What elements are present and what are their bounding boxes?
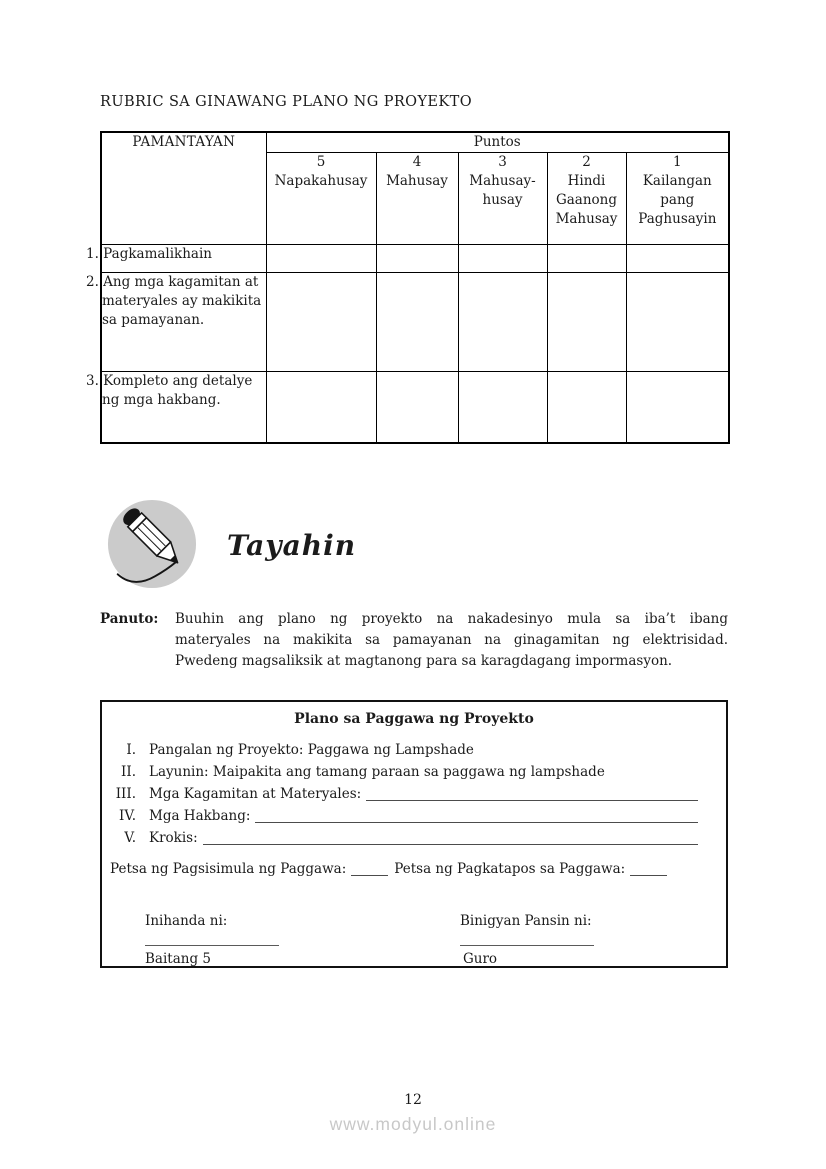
score-number: 3 — [498, 154, 507, 170]
score-label: Mahusay-husay — [469, 173, 536, 208]
item-text: Layunin: Maipakita ang tamang paraan sa paggawa ng lampshade — [149, 764, 605, 780]
table-row — [101, 245, 729, 273]
blank-line — [203, 828, 698, 845]
noted-by-block — [460, 911, 594, 969]
blank-line — [255, 806, 698, 823]
form-title: Plano sa Paggawa ng Proyekto — [294, 711, 534, 727]
score-cell-empty — [376, 273, 458, 372]
score-number: 4 — [412, 154, 422, 170]
score-number: 1 — [672, 154, 682, 170]
instructions-line: Pwedeng magsaliksik at magtanong para sa karagdagang impormasyon. — [175, 653, 673, 669]
form-item-pangalan — [102, 739, 726, 761]
blank-line — [630, 859, 667, 876]
blank-line — [351, 859, 388, 876]
criterion-cell: 3. Kompleto ang detalye ng mga hakbang. — [101, 372, 266, 443]
item-text: Pangalan ng Proyekto: Paggawa ng Lampshade — [149, 742, 474, 758]
table-row — [101, 273, 729, 372]
criterion-cell: 1. Pagkamalikhain — [101, 245, 266, 273]
date-line — [110, 858, 718, 880]
score-cell-empty — [626, 273, 729, 372]
item-numeral: IV. — [118, 808, 136, 824]
instructions — [100, 609, 728, 672]
form-item-krokis — [102, 827, 726, 849]
score-cell-empty — [547, 273, 626, 372]
project-plan-form — [100, 700, 728, 968]
table-row — [101, 372, 729, 443]
criteria-column-header: PAMANTAYAN — [101, 132, 266, 245]
score-header-4 — [376, 153, 458, 245]
signature-line — [145, 945, 279, 946]
item-text: Krokis: — [149, 830, 198, 846]
score-number: 5 — [316, 154, 326, 170]
score-cell-empty — [376, 372, 458, 443]
section-heading: Tayahin — [227, 529, 357, 562]
prepared-by-block — [145, 911, 279, 969]
score-label: Napakahusay — [274, 173, 368, 189]
score-cell-empty — [376, 245, 458, 273]
score-header-2 — [547, 153, 626, 245]
form-items — [102, 739, 726, 849]
score-number: 2 — [582, 154, 591, 170]
score-cell-empty — [626, 372, 729, 443]
score-cell-empty — [547, 372, 626, 443]
rubric-table — [86, 131, 730, 444]
prepared-by-role: Baitang 5 — [145, 951, 211, 967]
criterion-cell: 2. Ang mga kagamitan at materyales ay makikita sa pamayanan. — [101, 273, 266, 372]
instructions-text: Buuhin ang plano ng proyekto na nakadesinyo mula sa iba’t ibang — [175, 611, 728, 627]
item-text: Mga Hakbang: — [149, 808, 251, 824]
score-cell-empty — [266, 245, 376, 273]
start-date-label: Petsa ng Pagsisimula ng Paggawa: — [110, 861, 347, 877]
instructions-line — [100, 609, 728, 630]
score-cell-empty — [458, 372, 547, 443]
form-item-kagamitan — [102, 783, 726, 805]
score-header-3 — [458, 153, 547, 245]
item-numeral: V. — [124, 830, 136, 846]
form-item-layunin — [102, 761, 726, 783]
instructions-label: Panuto: — [100, 611, 159, 627]
website-watermark: www.modyul.online — [329, 1114, 497, 1134]
score-cell-empty — [458, 245, 547, 273]
score-cell-empty — [547, 245, 626, 273]
score-cell-empty — [458, 273, 547, 372]
score-label: Kailangan pang Paghusayin — [638, 173, 717, 227]
score-header-1 — [626, 153, 729, 245]
points-header: Puntos — [266, 132, 729, 153]
page-title: RUBRIC SA GINAWANG PLANO NG PROYEKTO — [100, 94, 473, 110]
score-label: Mahusay — [386, 173, 448, 189]
instructions-line: materyales na makikita sa pamayanan na ginagamitan ng elektrisidad. — [175, 632, 728, 648]
score-cell-empty — [266, 273, 376, 372]
table-header-row — [101, 132, 729, 153]
item-numeral: I. — [126, 742, 136, 758]
form-item-hakbang — [102, 805, 726, 827]
score-cell-empty — [626, 245, 729, 273]
signature-line — [460, 945, 594, 946]
score-header-5 — [266, 153, 376, 245]
score-cell-empty — [266, 372, 376, 443]
prepared-by-label: Inihanda ni: — [145, 913, 228, 929]
end-date-label: Petsa ng Pagkatapos sa Paggawa: — [394, 861, 626, 877]
item-numeral: III. — [115, 786, 136, 802]
score-label: Hindi Gaanong Mahusay — [555, 173, 618, 227]
page-number: 12 — [404, 1092, 422, 1108]
section-icon-circle — [106, 498, 198, 590]
item-numeral: II. — [121, 764, 136, 780]
noted-by-label: Binigyan Pansin ni: — [460, 913, 592, 929]
signature-section — [102, 911, 726, 991]
item-text: Mga Kagamitan at Materyales: — [149, 786, 362, 802]
blank-line — [366, 784, 698, 801]
noted-by-role: Guro — [463, 951, 498, 967]
pencil-icon — [106, 498, 198, 590]
